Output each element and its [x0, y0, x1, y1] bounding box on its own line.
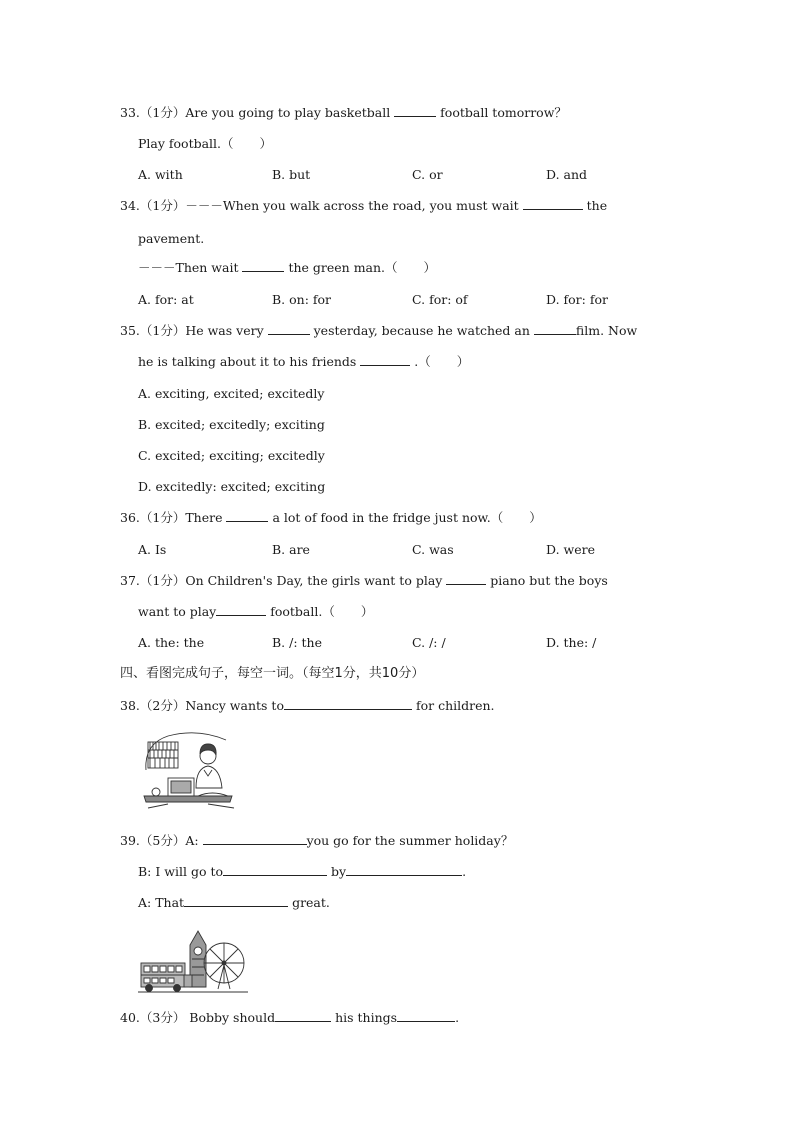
- q33-text-b: football tomorrow？: [440, 105, 567, 120]
- q39-line2-text-a: B: I will go to: [138, 864, 223, 879]
- q38-stem: [120, 698, 495, 714]
- q35-text-c: film. Now: [575, 323, 638, 338]
- q39-line2: [138, 864, 466, 880]
- section-four-heading: 四、看图完成句子，每空一词。（每空1分，共10分）: [120, 666, 425, 681]
- q37-option-d: D. the: /: [546, 635, 597, 650]
- q35-blank-2[interactable]: [534, 323, 576, 335]
- q35-blank-1[interactable]: [268, 323, 310, 335]
- q34-option-b: B. on: for: [272, 292, 332, 307]
- q34-text-b: the: [586, 198, 608, 213]
- q34-option-a: A. for: at: [138, 292, 194, 307]
- q34-option-d: D. for: for: [546, 292, 608, 307]
- q34-stem: [120, 198, 607, 214]
- q39-text-b: you go for the summer holiday？: [306, 833, 514, 848]
- q35-text-a: 35.（1分）He was very: [120, 323, 264, 338]
- q39-blank-2[interactable]: [223, 864, 327, 876]
- q35-paren-close: ）: [456, 354, 470, 369]
- q35-option-a: A. exciting, excited; excitedly: [138, 386, 325, 401]
- q35-option-b: B. excited; excitedly; exciting: [138, 417, 325, 432]
- q37-option-b: B. /: the: [272, 635, 322, 650]
- q37-option-c: C. /: /: [412, 635, 446, 650]
- q34-line2: pavement.: [138, 231, 205, 246]
- q33-line2: [138, 136, 272, 152]
- q36-stem: [120, 510, 542, 526]
- q35-option-d: D. excitedly: excited; exciting: [138, 479, 326, 494]
- q33-stem: [120, 105, 567, 121]
- q38-text-a: 38.（2分）Nancy wants to: [120, 698, 284, 713]
- q39-picture-london: [138, 925, 248, 995]
- q34-line3: [138, 260, 436, 276]
- q35-blank-3[interactable]: [360, 354, 410, 366]
- q34-line3-text-a: －－－Then wait: [138, 260, 239, 275]
- q39-blank-4[interactable]: [184, 895, 288, 907]
- q33-option-d: D. and: [546, 167, 588, 182]
- q33-line2-text: Play football.（: [138, 136, 234, 151]
- q37-option-a: A. the: the: [138, 635, 205, 650]
- q35-stem: [120, 323, 637, 339]
- q36-text-a: 36.（1分）There: [120, 510, 223, 525]
- q37-line2-text-b: football.（: [270, 604, 335, 619]
- q40-blank-1[interactable]: [275, 1010, 331, 1022]
- q40-period: .: [455, 1010, 460, 1025]
- q37-blank-2[interactable]: [216, 604, 266, 616]
- q34-option-c: C. for: of: [412, 292, 468, 307]
- q38-blank[interactable]: [284, 698, 412, 710]
- q36-option-a: A. Is: [138, 542, 167, 557]
- q33-option-b: B. but: [272, 167, 311, 182]
- q35-text-b: yesterday, because he watched an: [313, 323, 530, 338]
- q37-paren-close: ）: [360, 604, 374, 619]
- q37-text-b: piano but the boys: [490, 573, 608, 588]
- q35-line2-text-a: he is talking about it to his friends: [138, 354, 357, 369]
- q36-option-d: D. were: [546, 542, 595, 557]
- q39-blank-1[interactable]: [203, 833, 307, 845]
- q39-blank-3[interactable]: [346, 864, 462, 876]
- q38-picture-librarian: [138, 730, 238, 812]
- q38-text-b: for children.: [415, 698, 495, 713]
- q36-blank[interactable]: [226, 510, 268, 522]
- q33-paren-close: ）: [259, 136, 273, 151]
- q39-stem: [120, 833, 513, 849]
- q39-text-a: 39.（5分）A:: [120, 833, 199, 848]
- q40-text-b: his things: [335, 1010, 398, 1025]
- q37-blank-1[interactable]: [446, 573, 486, 585]
- q39-line3: [138, 895, 330, 911]
- q40-stem: [120, 1010, 459, 1026]
- q35-line2-text-b: .（: [414, 354, 431, 369]
- q39-line2-period: .: [462, 864, 467, 879]
- q34-paren-close: ）: [423, 260, 437, 275]
- q36-text-b: a lot of food in the fridge just now.（: [272, 510, 504, 525]
- q34-blank-2[interactable]: [242, 260, 284, 272]
- q38-desk: [144, 796, 232, 802]
- q37-stem: [120, 573, 608, 589]
- q36-option-c: C. was: [412, 542, 454, 557]
- q39-line3-text-a: A: That: [138, 895, 185, 910]
- q40-blank-2[interactable]: [397, 1010, 455, 1022]
- q35-line2: [138, 354, 469, 370]
- q34-line3-text-b: the green man.（: [288, 260, 398, 275]
- q34-blank-1[interactable]: [523, 198, 583, 210]
- q33-text-a: 33.（1分）Are you going to play basketball: [120, 105, 391, 120]
- q37-text-a: 37.（1分）On Children's Day, the girls want to play: [120, 573, 443, 588]
- q39-line2-text-b: by: [330, 864, 347, 879]
- q39-line3-text-b: great.: [292, 895, 330, 910]
- q36-paren-close: ）: [529, 510, 542, 525]
- q33-blank[interactable]: [394, 105, 436, 117]
- q36-option-b: B. are: [272, 542, 310, 557]
- q33-option-a: A. with: [138, 167, 183, 182]
- q34-text-a: 34.（1分）－－－When you walk across the road, you must wait: [120, 198, 519, 213]
- q33-option-c: C. or: [412, 167, 443, 182]
- q37-line2-text-a: want to play: [138, 604, 217, 619]
- q37-line2: [138, 604, 373, 620]
- q35-option-c: C. excited; exciting; excitedly: [138, 448, 325, 463]
- q40-text-a: 40.（3分） Bobby should: [120, 1010, 276, 1025]
